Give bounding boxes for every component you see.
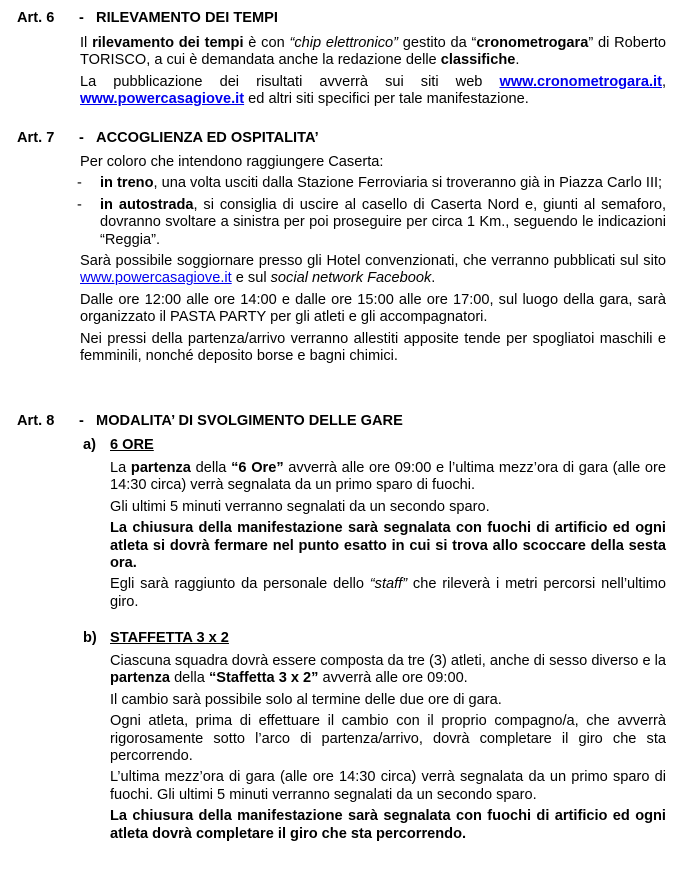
art8-b-letter: b) [83,630,97,646]
art7-number: Art. 7 [17,130,55,146]
art6-paragraph-2: La pubblicazione dei risultati avverrà sui siti web www.cronometrogara.it, www.powercasagiove.it ed altri siti specifici per tale manifestazione. [80,73,666,108]
art7-heading [17,130,319,147]
art6-body [80,35,666,113]
art8-b-paragraph-3: Ogni atleta, prima di effettuare il cambio con il proprio compagno/a, che avverrà rigorosamente sotto l’arco di partenza/arrivo, dovrà completare il giro che sta percorrendo. [110,713,666,765]
link-cronometrogara[interactable]: www.cronometrogara.it [499,73,662,90]
art7-bullet-highway: - in autostrada, si consiglia di uscire al casello di Caserta Nord e, giunti al semaforo, dovranno svoltare a sinistra per poi proseguire per circa 1 Km., seguendo le indicazioni “Reggia”. [77,196,666,248]
art7-body [77,154,666,369]
art8-b-paragraph-closing: La chiusura della manifestazione sarà segnalata con fuochi di artificio ed ogni atleta dovrà completare il giro che sta percorrendo. [110,808,666,842]
bullet-dash: - [77,196,82,213]
art8-a-title: 6 ORE [110,437,154,453]
art7-paragraph-hotels: Sarà possibile soggiornare presso gli Hotel convenzionati, che verranno pubblicati sul sito www.powercasagiove.it e sul social network Facebook. [80,253,666,287]
art8-b-paragraph-1: Ciascuna squadra dovrà essere composta da tre (3) atleti, anche di sesso diverso e la partenza della “Staffetta 3 x 2” avverrà alle ore 09:00. [110,653,666,687]
art6-number: Art. 6 [17,10,55,26]
art7-sep: - [79,130,84,146]
art8-number: Art. 8 [17,413,55,429]
bullet-dash: - [77,175,82,192]
art8-a-paragraph-staff: Egli sarà raggiunto da personale dello “staff” che rileverà i metri percorsi nell’ultimo giro. [110,576,666,610]
art7-bullet-train: - in treno, una volta usciti dalla Stazione Ferroviaria si troveranno già in Piazza Carlo III; [77,175,663,192]
art8-a-paragraph-closing: La chiusura della manifestazione sarà segnalata con fuochi di artificio ed ogni atleta si dovrà fermare nel punto esatto in cui si trova allo scoccare della sesta ora. [110,520,666,572]
art8-b-paragraph-4: L’ultima mezz’ora di gara (alle ore 14:30 circa) verrà segnalata da un primo sparo di fuochi. Gli ultimi 5 minuti verranno segnalati da un secondo sparo. [110,769,666,803]
art8-a-letter: a) [83,437,96,453]
art7-intro: Per coloro che intendono raggiungere Caserta: [80,154,384,170]
art8-sep: - [79,413,84,429]
art8-a-heading [83,437,154,454]
art8-title: MODALITA’ DI SVOLGIMENTO DELLE GARE [96,413,403,429]
art6-title: RILEVAMENTO DEI TEMPI [96,10,278,26]
art8-a-body [110,460,666,615]
art7-title: ACCOGLIENZA ED OSPITALITA’ [96,130,319,146]
art8-heading [17,413,403,430]
link-powercasagiove[interactable]: www.powercasagiove.it [80,91,245,108]
art6-sep: - [79,10,84,26]
art8-b-paragraph-2: Il cambio sarà possibile solo al termine delle due ore di gara. [110,691,502,708]
art8-b-heading [83,630,229,647]
art8-b-title: STAFFETTA 3 x 2 [110,630,229,646]
art8-b-body [110,653,666,847]
link-powercasagiove-hotels[interactable]: www.powercasagiove.it [80,270,232,287]
art8-a-paragraph-1: La partenza della “6 Ore” avverrà alle ore 09:00 e l’ultima mezz’ora di gara (alle ore 14:30 circa) verrà segnalata da un primo sparo di fuochi. [110,460,666,494]
art7-paragraph-facilities: Nei pressi della partenza/arrivo verranno allestiti apposite tende per spogliatoi maschili e femminili, nonché deposito borse e bagni chimici. [80,330,666,365]
art8-a-paragraph-2: Gli ultimi 5 minuti verranno segnalati da un secondo sparo. [110,498,490,515]
art6-paragraph-1: Il rilevamento dei tempi è con “chip elettronico” gestito da “cronometrogara” di Roberto TORISCO, a cui è demandata anche la redazione delle classifiche. [80,35,666,69]
art7-paragraph-pasta-party: Dalle ore 12:00 alle ore 14:00 e dalle ore 15:00 alle ore 17:00, sul luogo della gara, sarà organizzato il PASTA PARTY per gli atleti e gli accompagnatori. [80,291,666,326]
art6-heading [17,10,278,27]
